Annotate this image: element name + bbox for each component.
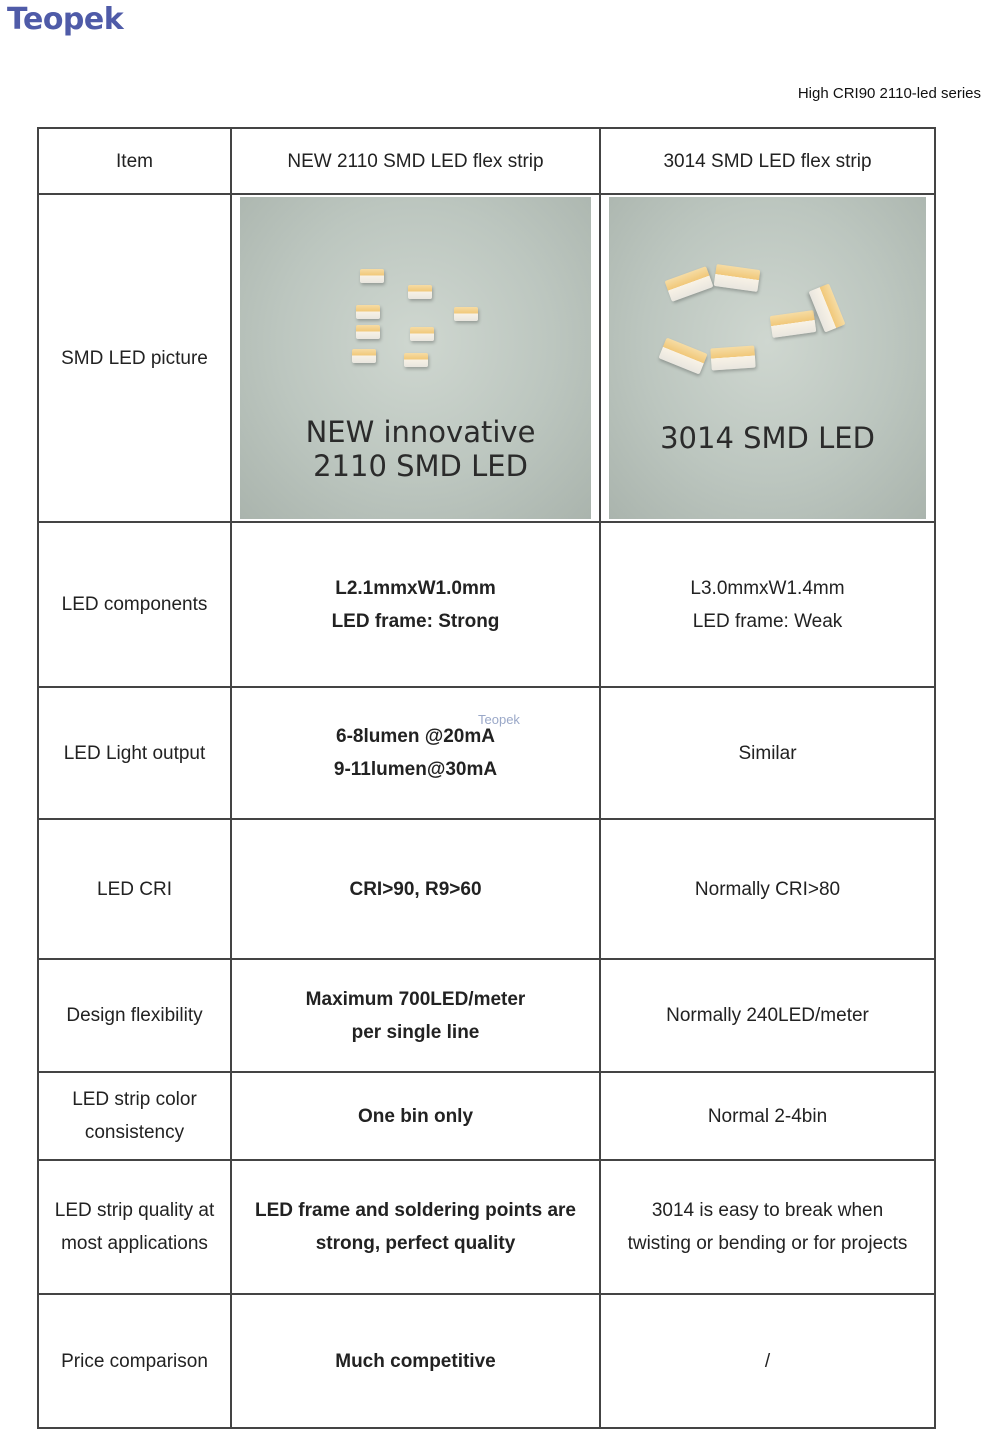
row-price-comparison [38,1294,935,1428]
led-chip [658,338,707,375]
watermark: Teopek [478,712,520,727]
led-3014-photo [609,197,926,519]
cell-2110: 6-8lumen @20mA [336,726,495,747]
row-color-consistency [38,1072,935,1160]
comparison-table [37,127,936,1429]
led-chip [710,345,755,370]
row-strip-quality [38,1160,935,1294]
cell-3014: Normally 240LED/meter [666,1005,869,1026]
cell-2110: One bin only [357,1105,474,1127]
row-label: LED Light output [63,742,206,764]
led-chip [356,325,380,339]
header-item: Item [38,128,231,194]
led-chip [360,269,384,283]
picture-row [38,194,935,522]
cell-3014: LED frame: Weak [692,610,843,632]
row-label: Price comparison [61,1350,208,1372]
led-chip [454,307,478,321]
cell-3014: Similar [738,742,797,764]
cell-3014: 3014 is easy to break when [651,1200,884,1221]
photo-caption-line: 3014 SMD LED [660,421,875,455]
led-chip [714,264,761,292]
cell-2110: per single line [351,1021,480,1043]
led-chip [770,310,817,338]
led-chip [356,305,380,319]
picture-row-label: SMD LED picture [38,194,231,522]
series-label: High CRI90 2110-led series [797,85,981,102]
cell-2110: LED frame: Strong [331,610,500,632]
row-label: LED components [61,594,208,615]
header-3014: 3014 SMD LED flex strip [600,128,935,194]
header-row [38,128,935,194]
row-label: LED CRI [97,878,172,900]
row-label: most applications [61,1233,208,1254]
row-label: LED strip color [72,1089,197,1110]
led-2110-photo [240,197,591,519]
teopek-logo: Teopek [7,2,124,37]
cell-2110: strong, perfect quality [315,1233,516,1254]
led-chip [665,266,714,302]
row-design-flexibility [38,959,935,1072]
cell-2110: CRI>90, R9>60 [349,878,482,900]
header-2110: NEW 2110 SMD LED flex strip [231,128,600,194]
cell-3014: Normal 2-4bin [707,1105,828,1127]
led-chip [352,349,376,363]
led-chip [404,353,428,367]
led-chip [408,285,432,299]
row-led-components [38,522,935,687]
cell-2110: LED frame and soldering points are [255,1200,576,1221]
row-led-cri [38,819,935,959]
cell-3014: Normally CRI>80 [694,878,841,900]
cell-2110: Much competitive [335,1350,496,1372]
row-light-output [38,687,935,819]
row-label: LED strip quality at [54,1200,215,1221]
photo-caption-line: NEW innovative [305,415,536,449]
led-chip [410,327,434,341]
cell-2110: Maximum 700LED/meter [305,988,526,1010]
row-label: Design flexibility [66,1005,203,1026]
cell-2110: L2.1mmxW1.0mm [335,577,496,599]
cell-3014: twisting or bending or for projects [627,1233,908,1254]
cell-2110: 9-11lumen@30mA [333,759,498,780]
cell-3014: / [764,1350,771,1372]
cell-3014: L3.0mmxW1.4mm [690,577,845,599]
photo-caption-line: 2110 SMD LED [313,449,528,483]
row-label: consistency [84,1122,185,1143]
